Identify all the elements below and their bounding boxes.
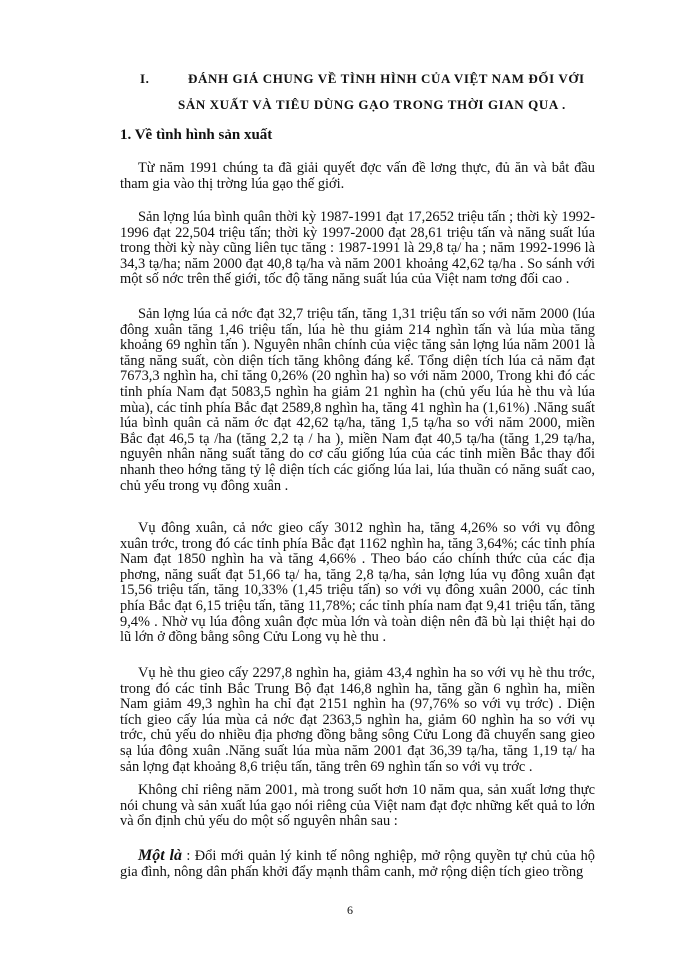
paragraph-6: Không chỉ riêng năm 2001, mà trong suốt hơn 10 năm qua, sản xuất lơng thực nói chung và sản xuất lúa gạo nói riêng của Việt nam đạt đợc những kết quả to lớn và ổn định chủ yếu do một số nguyên nhân sau :: [120, 782, 595, 830]
section-title-text-1: ĐÁNH GIÁ CHUNG VỀ TÌNH HÌNH CỦA VIỆT NAM ĐỐI VỚI: [188, 71, 585, 86]
subsection-heading: 1. Về tình hình sản xuất: [120, 127, 273, 143]
section-title-line-1: [140, 71, 610, 87]
section-number: I.: [140, 71, 150, 86]
paragraph-2: Sản lợng lúa bình quân thời kỳ 1987-1991 đạt 17,2652 triệu tấn ; thời kỳ 1992-1996 đạt 22,504 triệu tấn; thời kỳ 1997-2000 đạt 28,61 triệu tấn và năng suất lúa trong thời kỳ này cũng liên tục tăng : 1987-1991 là 29,8 tạ/ ha ; năm 1992-1996 là 34,3 tạ/ha; năm 2000 đạt 40,8 tạ/ha và năm 2001 khoảng 42,62 tạ/ha . So sánh với một số nớc trên thế giới, tốc độ tăng năng suất lúa của Việt nam tơng đối cao .: [120, 209, 595, 288]
section-title-line-2: SẢN XUẤT VÀ TIÊU DÙNG GẠO TRONG THỜI GIAN QUA .: [178, 97, 566, 112]
paragraph-3: Sản lợng lúa cả nớc đạt 32,7 triệu tấn, tăng 1,31 triệu tấn so với năm 2000 (lúa đông xuân tăng 1,46 triệu tấn, lúa hè thu giảm 214 nghìn tấn và lúa mùa tăng khoảng 69 nghìn tấn ). Nguyên nhân chính của việc tăng sản lợng lúa năm 2001 là tăng năng suất, còn diện tích tăng không đáng kể. Tổng diện tích lúa cả năm đạt 7673,3 nghìn ha, chỉ tăng 0,26% (20 nghìn ha) so với năm 2000, Trong khi đó các tỉnh phía Nam đạt 5083,5 nghìn ha giảm 21 nghìn ha (chủ yếu lúa hè thu và lúa mùa), các tỉnh phía Bắc đạt 2589,8 nghìn ha, tăng 41 nghìn ha (1,61%) .Năng suất lúa bình quân cả năm ớc đạt 42,62 tạ/ha, tăng 1,5 tạ/ha so với năm 2000, miền Bắc đạt 46,5 tạ /ha (tăng 2,2 tạ / ha ), miền Nam đạt 40,5 tạ/ha (tăng 1,29 tạ/ha, nguyên nhân năng suất tăng do cơ cấu giống lúa của các tỉnh miền Bắc thay đổi nhanh theo hớng tăng tỷ lệ diện tích các giống lúa lai, lúa thuần có năng suất cao, chủ yếu trong vụ đông xuân .: [120, 306, 595, 494]
paragraph-4: Vụ đông xuân, cả nớc gieo cấy 3012 nghìn ha, tăng 4,26% so với vụ đông xuân trớc, trong đó các tỉnh phía Bắc đạt 1162 nghìn ha, tăng 3,64%; các tỉnh phía Nam đạt 1850 nghìn ha và tăng 4,66% . Theo báo cáo chính thức của các địa phơng, năng suất đạt 51,66 tạ/ ha, tăng 2,8 tạ/ha, sản lợng lúa vụ đông xuân đạt 15,56 triệu tấn, tăng 10,33% (1,45 triệu tấn) so với vụ đông xuân 2000, các tỉnh phía Bắc đạt 6,15 triệu tấn, tăng 11,78%; các tỉnh phía nam đạt 9,41 triệu tấn, tăng 9,4% . Nhờ vụ lúa đông xuân đợc mùa lớn và toàn diện nên đã bù lại thiệt hại do lũ lớn ở đồng bằng sông Cửu Long vụ hè thu .: [120, 520, 595, 646]
paragraph-1: Từ năm 1991 chúng ta đã giải quyết đợc vấn đề lơng thực, đủ ăn và bắt đầu tham gia vào thị trờng lúa gạo thế giới.: [120, 160, 595, 192]
paragraph-7-lead: Một là: [138, 847, 182, 864]
paragraph-5: Vụ hè thu gieo cấy 2297,8 nghìn ha, giảm 43,4 nghìn ha so với vụ hè thu trớc, trong đó các tỉnh Bắc Trung Bộ đạt 146,8 nghìn ha, tăng gần 6 nghìn ha, miền Nam giảm 49,3 nghìn ha chỉ đạt 2151 nghìn ha (97,76% so với vụ trớc) . Diện tích gieo cấy lúa mùa cả nớc đạt 2363,5 nghìn ha, giảm 60 nghìn ha so với vụ trớc, chủ yếu do nhiều địa phơng đồng bằng sông Cửu Long đã chuyển sang gieo sạ lúa đông xuân .Năng suất lúa mùa năm 2001 đạt 36,39 tạ/ha, tăng 1,19 tạ/ ha sản lợng đạt khoảng 8,6 triệu tấn, tăng trên 69 nghìn tấn so với vụ trớc .: [120, 665, 595, 775]
paragraph-7-text: : Đổi mới quản lý kinh tế nông nghiệp, mở rộng quyền tự chủ của hộ gia đình, nông dân phấn khởi đẩy mạnh thâm canh, mở rộng diện tích gieo trồng: [120, 848, 596, 880]
paragraph-7: [120, 848, 595, 880]
page-number: 6: [347, 903, 353, 917]
